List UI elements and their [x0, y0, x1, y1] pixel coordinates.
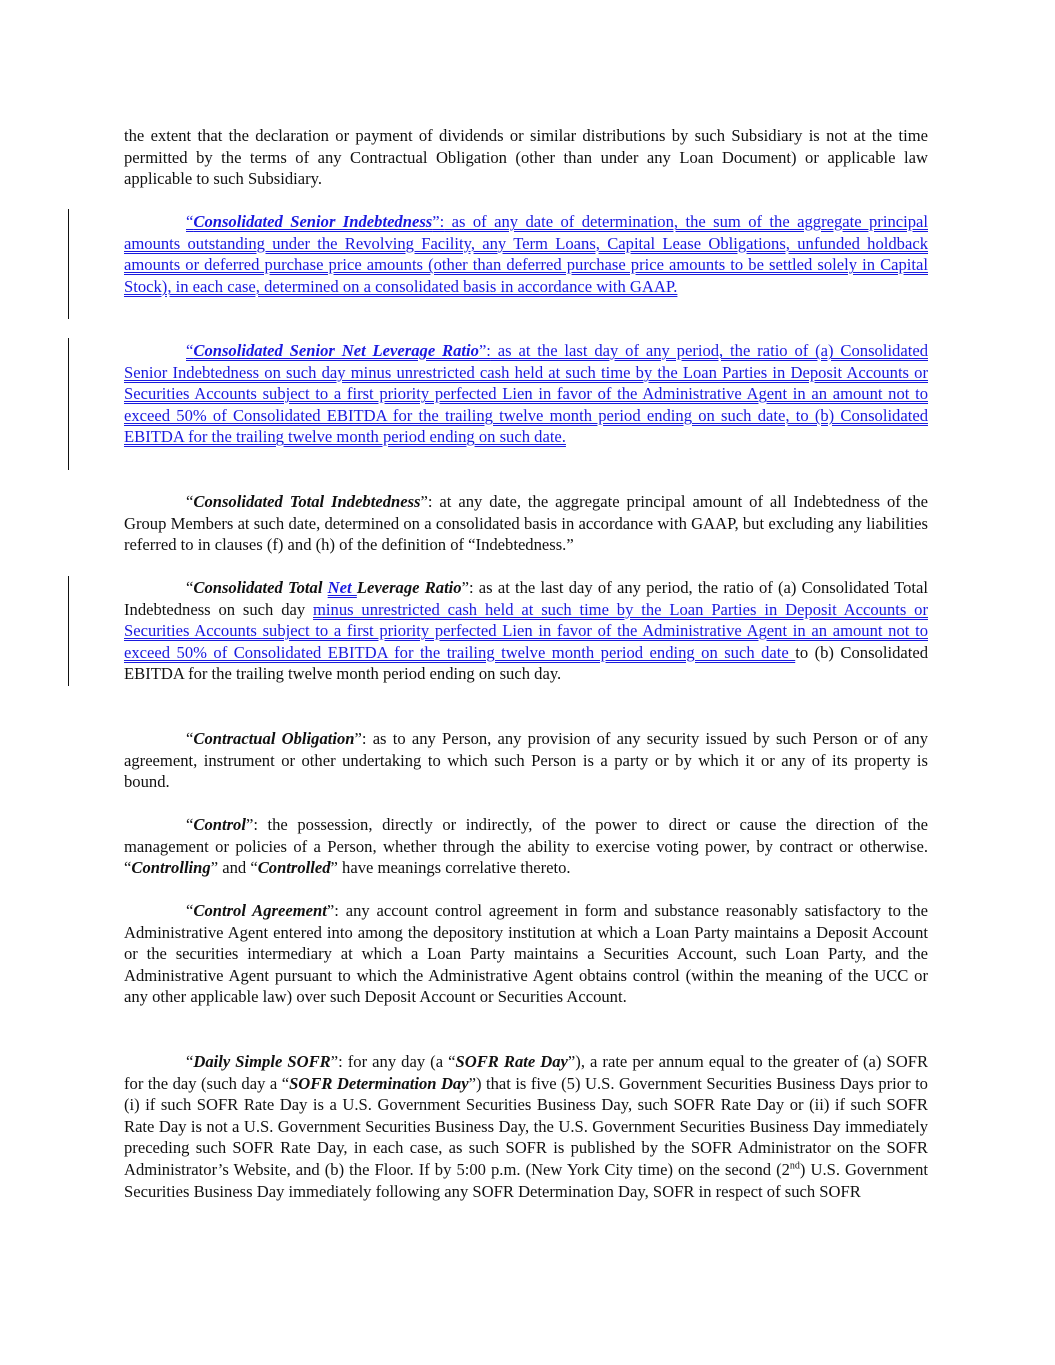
definition-control: “Control”: the possession, directly or indirectly, of the power to direct or cause the direction of the management or policies of a Person, whether through the ability to exercise voting power, by contract or otherwise. “Controlling” and “Controlled” have meanings correlative thereto. [124, 815, 928, 878]
definition-body: any account control agreement in form and substance reasonably satisfactory to the Administrative Agent entered into among the depository institution at which a Loan Party maintains a Deposit Account or the securities intermediary at which a Loan Party maintains a Securities Account, such Loan Party, and the Administrative Agent pursuant to which the Administrative Agent obtains control (within the meaning of the UCC or any other applicable law) over such Deposit Account or Securities Account. [124, 901, 928, 1007]
definition-body: as of any date of determination, the sum of the aggregate principal amounts outstanding under the Revolving Facility, any Term Loans, Capital Lease Obligations, unfunded holdback amounts or deferred purchase price amounts (other than deferred purchase price amounts to be settled solely in Capital Stock), in each case, determined on a consolidated basis in accordance with GAAP. [124, 212, 928, 296]
defined-term: Consolidated Total [193, 578, 328, 597]
definition-contractual-obligation: “Contractual Obligation”: as to any Person, any provision of any security issued by such Person or of any agreement, instrument or other undertaking to which such Person is a party or by which it or any of its property is bound. [124, 729, 928, 792]
defined-term: Contractual Obligation [193, 729, 355, 748]
defined-term: Controlling [131, 858, 211, 878]
defined-term: Consolidated Senior Net Leverage Ratio [193, 341, 479, 360]
defined-term: Control [193, 815, 246, 834]
change-bar [68, 576, 69, 686]
defined-term: Control Agreement [193, 901, 327, 920]
change-bar [68, 338, 69, 470]
paragraph-text: the extent that the declaration or payment of dividends or similar distributions by such Subsidiary is not at the time permitted by the terms of any Contractual Obligation (other than under any Loan Document) or applicable law applicable to such Subsidiary. [124, 126, 928, 189]
inserted-text: “Consolidated Senior Net Leverage Ratio”: as at the last day of any period, the ratio of (a) Consolidated Senior Indebtedness on such day minus unrestricted cash held at such time by the Loan Parties in Deposit Accounts or Securities Accounts subject to a first priority perfected Lien in favor of the Administrative Agent in an amount not to exceed 50% of Consolidated EBITDA for the trailing twelve month period ending on such date, to (b) Consolidated EBITDA for the trailing twelve month period ending on such date. [124, 341, 928, 447]
definition-body: for any day (a “ [342, 1052, 456, 1071]
definition-consolidated-senior-net-leverage-ratio [124, 340, 928, 448]
inserted-text: minus unrestricted cash held at such time by the Loan Parties in Deposit Accounts or Securities Accounts subject to a first priority perfected Lien in favor of the Administrative Agent in an amount not to exceed 50% of Consolidated EBITDA for the trailing twelve month period ending on such date [124, 599, 928, 662]
inserted-text: Net [327, 578, 357, 597]
definition-control-agreement: “Control Agreement”: any account control agreement in form and substance reasonably satisfactory to the Administrative Agent entered into among the depository institution at which a Loan Party maintains a Deposit Account or the securities intermediary at which a Loan Party maintains a Securities Account, such Loan Party, and the Administrative Agent pursuant to which the Administrative Agent obtains control (within the meaning of the UCC or any other applicable law) over such Deposit Account or Securities Account. [124, 901, 928, 1007]
definition-body: to (b) Consolidated EBITDA for the trailing twelve month period ending on such day. [124, 642, 929, 684]
definition-body: at any date, the aggregate principal amount of all Indebtedness of the Group Members at such date, determined on a consolidated basis in accordance with GAAP, but excluding any liabilities referred to in clauses (f) and (h) of the definition of “Indebtedness.” [124, 492, 928, 555]
definition-consolidated-total-net-leverage-ratio: “Consolidated Total Net Leverage Ratio”: as at the last day of any period, the ratio of (a) Consolidated Total Indebtedness on such day minus unrestricted cash held at such time by the Loan Parties in Deposit Accounts or Securities Accounts subject to a first priority perfected Lien in favor of the Administrative Agent in an amount not to exceed 50% of Consolidated EBITDA for the trailing twelve month period ending on such date to (b) Consolidated EBITDA for the trailing twelve month period ending on such day. [124, 578, 929, 684]
definition-body: as to any Person, any provision of any security issued by such Person or of any agreement, instrument or other undertaking to which such Person is a party or by which it or any of its property is bound. [124, 729, 928, 792]
defined-term: Consolidated Total Indebtedness [193, 492, 421, 511]
definition-body: as at the last day of any period, the ratio of (a) Consolidated Total Indebtedness on such day [124, 578, 928, 619]
defined-term: Consolidated Senior Indebtedness [193, 212, 433, 231]
inserted-text: “Consolidated Senior Indebtedness”: as of any date of determination, the sum of the aggregate principal amounts outstanding under the Revolving Facility, any Term Loans, Capital Lease Obligations, unfunded holdback amounts or deferred purchase price amounts (other than deferred purchase price amounts to be settled solely in Capital Stock), in each case, determined on a consolidated basis in accordance with GAAP. [124, 212, 928, 296]
definition-consolidated-total-indebtedness: “Consolidated Total Indebtedness”: at any date, the aggregate principal amount of all Indebtedness of the Group Members at such date, determined on a consolidated basis in accordance with GAAP, but excluding any liabilities referred to in clauses (f) and (h) of the definition of “Indebtedness.” [124, 492, 928, 555]
definition-consolidated-senior-indebtedness [124, 211, 928, 297]
superscript: nd [789, 1160, 800, 1172]
defined-term: Controlled [257, 858, 331, 878]
defined-term: Leverage Ratio [356, 578, 462, 597]
definition-daily-simple-sofr: “Daily Simple SOFR”: for any day (a “SOFR Rate Day”), a rate per annum equal to the greater of (a) SOFR for the day (such day a “SOFR Determination Day”) that is five (5) U.S. Government Securities Business Days prior to (i) if such SOFR Rate Day is a U.S. Government Securities Business Day, such SOFR Rate Day or (ii) if such SOFR Rate Day is not a U.S. Government Securities Business Day, the U.S. Government Securities Business Day immediately preceding such SOFR Rate Day, in each case, as such SOFR is published by the SOFR Administrator on the SOFR Administrator’s Website, and (b) the Floor. If by 5:00 p.m. (New York City time) on the second (2nd) U.S. Government Securities Business Day immediately following any SOFR Determination Day, SOFR in respect of such SOFR [124, 1052, 929, 1201]
paragraph-continuation [124, 125, 928, 190]
change-bar [68, 209, 69, 319]
definition-body: as at the last day of any period, the ratio of (a) Consolidated Senior Indebtedness on such day minus unrestricted cash held at such time by the Loan Parties in Deposit Accounts or Securities Accounts subject to a first priority perfected Lien in favor of the Administrative Agent in an amount not to exceed 50% of Consolidated EBITDA for the trailing twelve month period ending on such date, to (b) Consolidated EBITDA for the trailing twelve month period ending on such date. [124, 341, 928, 447]
defined-term: SOFR Determination Day [289, 1073, 469, 1093]
defined-term: SOFR Rate Day [455, 1052, 568, 1071]
defined-term: Daily Simple SOFR [193, 1052, 331, 1071]
definition-body: the possession, directly or indirectly, of the power to direct or cause the direction of the management or policies of a Person, whether through the ability to exercise voting power, by contract or otherwise. “ [124, 815, 928, 878]
